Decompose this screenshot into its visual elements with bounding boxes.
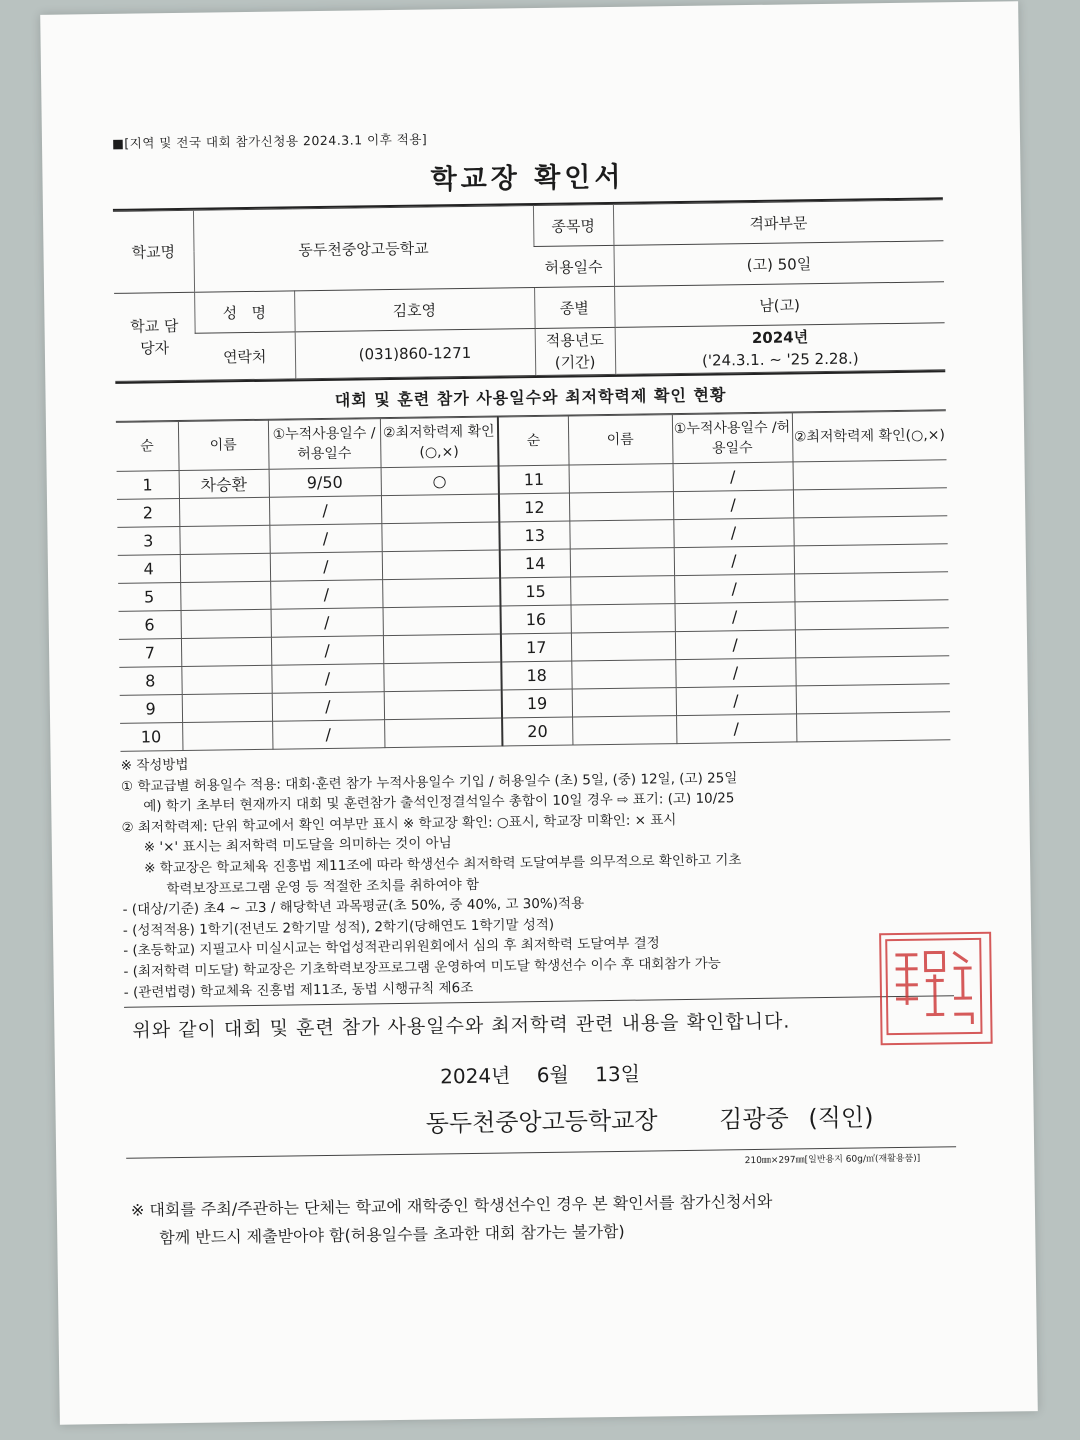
- issue-date: [125, 1053, 955, 1094]
- row-check: [796, 684, 950, 714]
- row-name: [570, 548, 674, 577]
- row-used-days: /: [675, 658, 795, 688]
- row-name: [569, 520, 673, 549]
- event-value: 격파부문: [613, 200, 944, 246]
- row-name: [572, 716, 676, 745]
- seal-mark: (직인): [808, 1103, 874, 1133]
- gender-value: 남(고): [614, 282, 945, 328]
- section-title: 대회 및 훈련 참가 사용일수와 최저학력제 확인 현황: [115, 370, 945, 422]
- row-name: [181, 609, 271, 638]
- row-used-days: /: [675, 630, 795, 660]
- row-name: [179, 525, 269, 554]
- row-used-days: /: [673, 518, 793, 548]
- footnote-line-1: ※ 대회를 주최/주관하는 단체는 학교에 재학중인 학생선수인 경우 본 확인서를 참가신청서와: [130, 1191, 773, 1220]
- col-used-days: ①누적사용일수 /허용일수: [672, 413, 793, 464]
- row-check: [382, 550, 500, 580]
- col-name: 이름: [568, 415, 673, 465]
- row-name: [572, 688, 676, 717]
- row-name: [179, 497, 269, 526]
- row-used-days: /: [271, 664, 383, 694]
- date-month: 6월: [536, 1062, 569, 1088]
- row-no: 3: [117, 527, 179, 556]
- allowed-days-value: (고) 50일: [613, 241, 944, 287]
- row-no: 16: [501, 605, 571, 634]
- row-no: 5: [118, 582, 180, 611]
- row-used-days: /: [674, 574, 794, 604]
- year-value-cell: [615, 323, 946, 375]
- event-label: 종목명: [533, 204, 614, 246]
- row-name: [570, 576, 674, 605]
- row-name: [182, 693, 272, 722]
- period-value: ('24.3.1. ~ '25 2.28.): [701, 349, 859, 370]
- row-check: [383, 634, 501, 664]
- row-no: 2: [117, 499, 179, 528]
- manager-label: 학교 담당자: [114, 292, 195, 381]
- date-day: 13일: [594, 1061, 641, 1087]
- row-no: 10: [120, 722, 182, 751]
- principal-school: 동두천중앙고등학교장: [425, 1106, 658, 1138]
- guide-item-1-example: 예) 학기 초부터 현재까지 대회 및 훈련참가 출석인정결석일수 총합이 10일 경우 ⇨ 표기: (고) 10/25: [143, 790, 735, 815]
- date-year: 2024년: [440, 1063, 511, 1089]
- header-note: ■[지역 및 전국 대회 참가신청용 2024.3.1 이후 적용]: [111, 131, 428, 151]
- row-check: [793, 516, 947, 546]
- row-check: [383, 606, 501, 636]
- col-no: 순: [116, 422, 179, 472]
- name-label: 성 명: [194, 291, 295, 333]
- row-used-days: /: [674, 602, 794, 632]
- row-name: [571, 660, 675, 689]
- year-value: 2024년: [751, 328, 809, 347]
- row-used-days: /: [272, 692, 384, 722]
- gender-label: 종별: [534, 286, 615, 328]
- row-used-days: /: [673, 462, 793, 492]
- row-check: [381, 522, 499, 552]
- row-name: [182, 721, 272, 750]
- guide-bullet-grades: - (성적적용) 1학기(전년도 2학기말 성적), 2학기(당해연도 1학기말 성적): [122, 916, 555, 939]
- row-no: 6: [119, 610, 181, 639]
- row-name: [570, 604, 674, 633]
- row-name: [180, 581, 270, 610]
- row-check: [793, 488, 947, 518]
- col-min-academic: ②최저학력제 확인(○,×): [792, 411, 947, 462]
- guide-heading: ※ 작성방법: [120, 756, 189, 774]
- row-check: [384, 718, 502, 748]
- school-label: 학교명: [113, 210, 194, 293]
- row-no: 14: [500, 549, 570, 578]
- row-used-days: /: [676, 686, 796, 716]
- col-no: 순: [498, 416, 569, 466]
- allowed-days-label: 허용일수: [533, 245, 614, 287]
- footnote: [127, 1185, 958, 1253]
- row-check: [383, 662, 501, 692]
- guide-item-1: ① 학교급별 허용일수 적용: 대회·훈련 참가 누적사용일수 기입 / 허용일수 (초) 5일, (중) 12일, (고) 25일: [120, 769, 738, 795]
- row-check: [794, 572, 948, 602]
- col-min-academic: ②최저학력제 확인(○,×): [380, 417, 499, 468]
- row-no: 11: [499, 465, 569, 494]
- principal-name: 김광중: [718, 1104, 789, 1134]
- row-used-days: 9/50: [269, 468, 381, 498]
- row-check: [384, 690, 502, 720]
- row-no: 8: [119, 666, 181, 695]
- guide-note-x: ※ '×' 표시는 최저학력 미도달을 의미하는 것이 아님: [143, 835, 452, 856]
- row-name: [571, 632, 675, 661]
- document-title: 학교장 확인서: [112, 150, 943, 211]
- col-used-days: ①누적사용일수 /허용일수: [268, 419, 381, 470]
- document-paper: [40, 1, 1038, 1425]
- guide-bullet-laws: - (관련법령) 학교체육 진흥법 제11조, 동법 시행규칙 제6조: [123, 979, 474, 1001]
- row-used-days: /: [673, 490, 793, 520]
- row-used-days: /: [269, 496, 381, 526]
- row-no: 20: [502, 717, 572, 746]
- info-table: [113, 199, 945, 382]
- row-no: 17: [501, 633, 571, 662]
- name-value: 김호영: [294, 288, 535, 332]
- row-no: 15: [500, 577, 570, 606]
- row-check: [794, 544, 948, 574]
- row-check: [794, 600, 948, 630]
- writing-guide: [121, 744, 954, 1008]
- row-no: 19: [502, 689, 572, 718]
- participation-table: [116, 410, 951, 752]
- row-used-days: /: [270, 552, 382, 582]
- school-value: 동두천중앙고등학교: [193, 206, 534, 293]
- row-used-days: /: [676, 714, 796, 744]
- footnote-line-2: 함께 반드시 제출받아야 함(허용일수를 초과한 대회 참가는 불가함): [159, 1221, 625, 1248]
- row-no: 1: [117, 471, 179, 500]
- year-label: 적용년도 (기간): [535, 327, 616, 375]
- row-check: [382, 578, 500, 608]
- contact-value: (031)860-1271: [295, 329, 536, 379]
- row-check: [381, 494, 499, 524]
- guide-note-law-cont: 학력보장프로그램 운영 등 적절한 조치를 취하여야 함: [166, 876, 480, 897]
- row-used-days: /: [272, 720, 384, 750]
- row-used-days: /: [674, 546, 794, 576]
- guide-bullet-elementary: - (초등학교) 지필고사 미실시교는 학업성적관리위원회에서 심의 후 최저학력 도달여부 결정: [123, 935, 660, 960]
- row-no: 18: [501, 661, 571, 690]
- confirm-statement: 위와 같이 대회 및 훈련 참가 사용일수와 최저학력 관련 내용을 확인합니다.: [132, 1010, 791, 1042]
- row-name: 차승환: [179, 469, 269, 498]
- principal-signature: [125, 1096, 956, 1152]
- row-name: [181, 665, 271, 694]
- col-name: 이름: [178, 420, 269, 470]
- row-name: [569, 464, 673, 493]
- row-used-days: /: [271, 636, 383, 666]
- row-used-days: /: [269, 524, 381, 554]
- official-seal-icon: [879, 932, 993, 1046]
- guide-bullet-not-reached: - (최저학력 미도달) 학교장은 기초학력보장프로그램 운영하여 미도달 학생선수 이수 후 대회참가 가능: [123, 955, 721, 980]
- row-check: ○: [381, 466, 499, 496]
- row-used-days: /: [270, 580, 382, 610]
- guide-note-law: ※ 학교장은 학교체육 진흥법 제11조에 따라 학생선수 최저학력 도달여부를 의무적으로 확인하고 기초: [144, 852, 742, 877]
- guide-item-2: ② 최저학력제: 단위 학교에서 확인 여부만 표시 ※ 학교장 확인: ○표시, 학교장 미확인: × 표시: [121, 811, 677, 836]
- row-check: [795, 628, 949, 658]
- row-check: [795, 656, 949, 686]
- row-check: [793, 460, 947, 490]
- row-name: [181, 637, 271, 666]
- row-check: [796, 712, 950, 742]
- guide-bullet-target: - (대상/기준) 초4 ~ 고3 / 해당학년 과목평균(초 50%, 중 40%, 고 30%)적용: [122, 895, 585, 918]
- row-used-days: /: [271, 608, 383, 638]
- row-name: [180, 553, 270, 582]
- document-content: [112, 122, 958, 1253]
- row-no: 12: [499, 493, 569, 522]
- row-no: 13: [499, 521, 569, 550]
- contact-label: 연락처: [195, 332, 296, 380]
- row-name: [569, 492, 673, 521]
- row-no: 9: [120, 694, 182, 723]
- paper-spec: 210㎜×297㎜[일반용지 60g/㎡(재활용품)]: [126, 1146, 956, 1175]
- row-no: 7: [119, 638, 181, 667]
- row-no: 4: [118, 555, 180, 584]
